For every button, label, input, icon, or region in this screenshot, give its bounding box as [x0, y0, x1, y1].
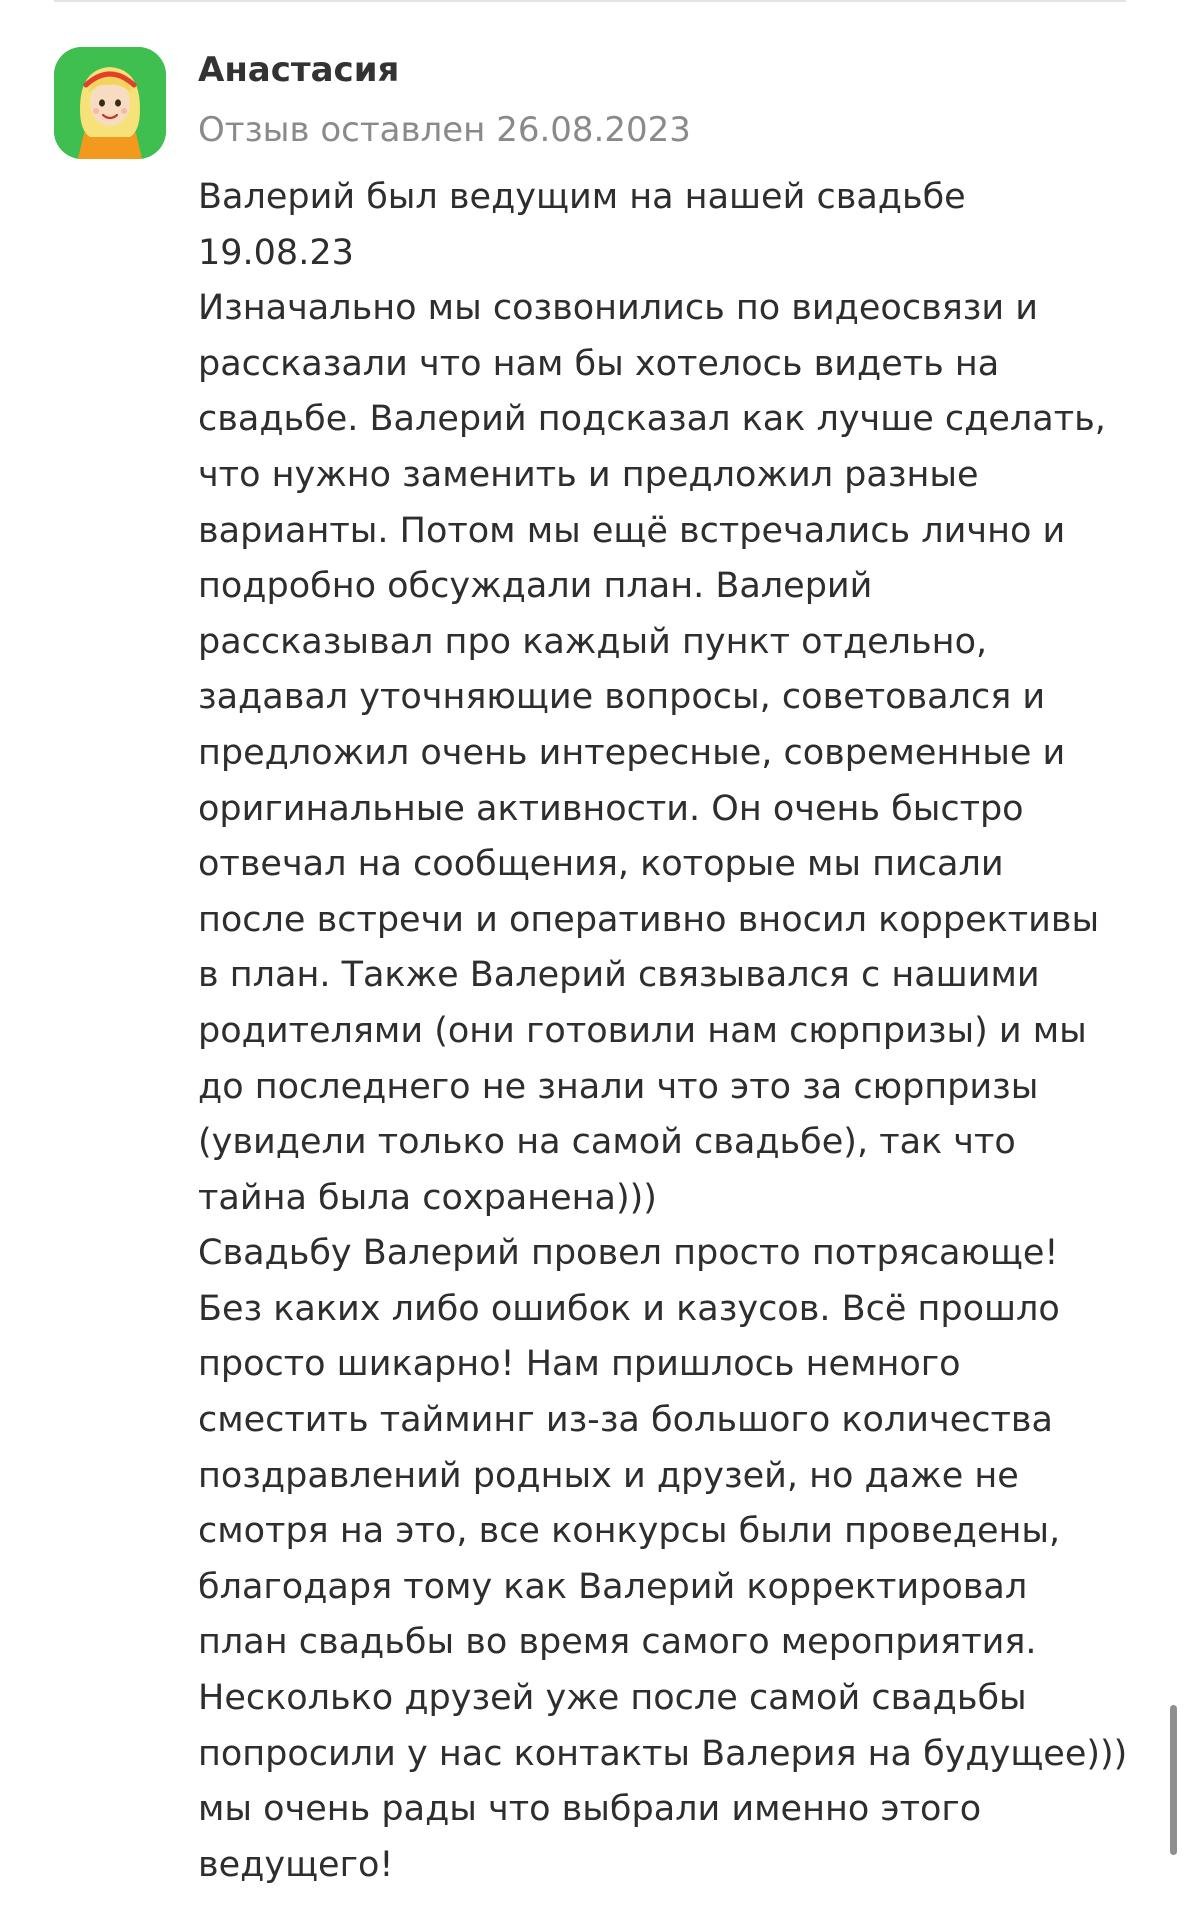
avatar[interactable]: [54, 47, 166, 159]
review-text-line: подробно обсуждали план. Валерий: [198, 566, 873, 607]
review-text-line: свадьбе. Валерий подсказал как лучше сделать,: [198, 399, 1106, 440]
review-text-line: благодаря тому как Валерий корректировал: [198, 1566, 1028, 1607]
review-date: Отзыв оставлен 26.08.2023: [198, 110, 691, 150]
scrollbar-thumb[interactable]: [1170, 1705, 1177, 1855]
review-text-line: мы очень рады что выбрали именно этого: [198, 1789, 982, 1830]
review-text-line: Несколько друзей уже после самой свадьбы: [198, 1678, 1027, 1719]
review-text-line: Свадьбу Валерий провел просто потрясающе!: [198, 1233, 1059, 1274]
review-text-line: варианты. Потом мы ещё встречались лично и: [198, 510, 1066, 551]
review-text-line: Без каких либо ошибок и казусов. Всё прошло: [198, 1288, 1060, 1329]
review-text-line: в план. Также Валерий связывался с нашими: [198, 955, 1040, 996]
review-text-line: тайна была сохранена))): [198, 1177, 657, 1218]
review-text-line: рассказывал про каждый пункт отдельно,: [198, 621, 988, 662]
review-text-line: родителями (они готовили нам сюрпризы) и мы: [198, 1010, 1087, 1051]
review-text-line: (увидели только на самой свадьбе), так что: [198, 1122, 1016, 1163]
review-text-line: просто шикарно! Нам пришлось немного: [198, 1344, 961, 1385]
review-text-line: попросили у нас контакты Валерия на будущее))): [198, 1733, 1128, 1774]
review-text-line: что нужно заменить и предложил разные: [198, 454, 979, 495]
review-author[interactable]: Анастасия: [198, 50, 400, 90]
review-text-line: смотря на это, все конкурсы были проведены,: [198, 1511, 1061, 1552]
review-text-line: после встречи и оперативно вносил коррективы: [198, 899, 1100, 940]
review-text-line: отвечал на сообщения, которые мы писали: [198, 844, 1004, 885]
review-text-line: задавал уточняющие вопросы, советовался и: [198, 677, 1046, 718]
review-text-line: ведущего!: [198, 1844, 394, 1885]
review-text-line: Изначально мы созвонились по видеосвязи и: [198, 288, 1038, 329]
review-text-line: Валерий был ведущим на нашей свадьбе: [198, 177, 966, 217]
review-text-line: план свадьбы во время самого мероприятия.: [198, 1622, 1037, 1663]
review-text: [198, 170, 1138, 1893]
woman-avatar-icon: [54, 47, 166, 159]
review-text-line: оригинальные активности. Он очень быстро: [198, 788, 1024, 829]
review-text-line: 19.08.23: [198, 232, 354, 273]
review-text-line: сместить тайминг из-за большого количества: [198, 1400, 1053, 1441]
review-text-line: предложил очень интересные, современные и: [198, 732, 1066, 773]
review-text-line: поздравлений родных и друзей, но даже не: [198, 1455, 1019, 1496]
review-text-line: рассказали что нам бы хотелось видеть на: [198, 343, 1000, 384]
review-text-line: до последнего не знали что это за сюрпризы: [198, 1066, 1039, 1107]
